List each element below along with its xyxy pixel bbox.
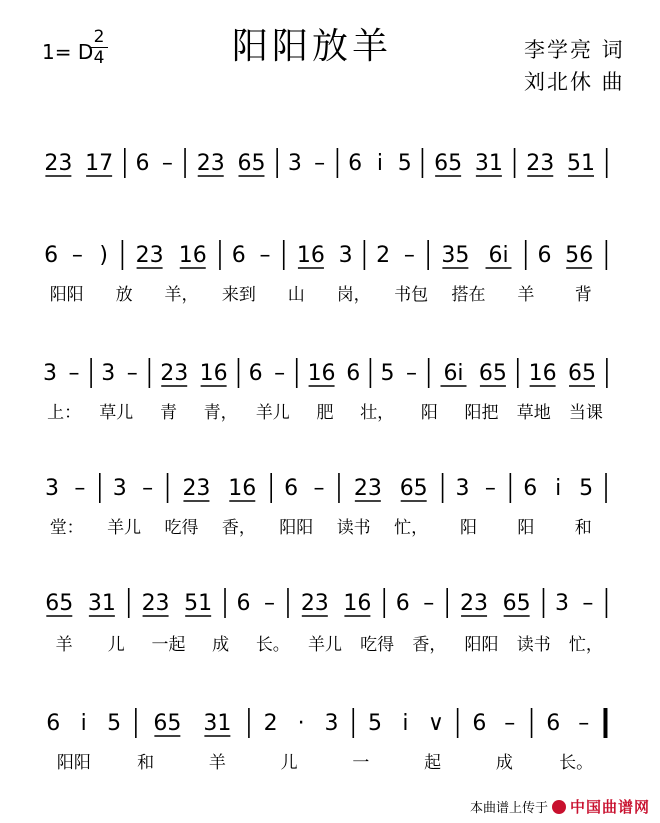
note: 6 bbox=[537, 243, 552, 268]
lyricist-credit: 李学亮 词 bbox=[524, 38, 625, 62]
note: – bbox=[403, 243, 415, 268]
note: 23 bbox=[141, 591, 170, 616]
lyric: 长。 bbox=[255, 635, 290, 655]
score-line bbox=[43, 358, 607, 388]
note: 31 bbox=[474, 151, 503, 176]
note: i bbox=[555, 476, 562, 501]
note: · bbox=[297, 711, 305, 736]
note: 6 bbox=[248, 361, 263, 386]
lyric: 阳 bbox=[420, 403, 438, 423]
note: 2 bbox=[263, 711, 278, 736]
lyric: 长。 bbox=[559, 753, 594, 773]
note: 6 bbox=[395, 591, 410, 616]
note: 6 bbox=[46, 711, 61, 736]
lyric: 阳阳 bbox=[464, 635, 499, 655]
lyric: 羊儿 bbox=[107, 518, 142, 538]
lyric-line bbox=[50, 518, 592, 538]
note: – bbox=[582, 591, 594, 616]
note: 56 bbox=[565, 243, 594, 268]
note: – bbox=[313, 476, 325, 501]
lyric: 忙， bbox=[568, 635, 603, 655]
note: 23 bbox=[460, 591, 489, 616]
score-line bbox=[44, 240, 606, 270]
lyric: 阳阳 bbox=[279, 518, 314, 538]
note: 6i bbox=[488, 243, 509, 268]
note: – bbox=[142, 476, 154, 501]
note: – bbox=[578, 711, 590, 736]
note: 65 bbox=[568, 361, 597, 386]
score-line bbox=[45, 588, 606, 618]
lyric: 青 bbox=[159, 403, 177, 423]
lyric: 草地 bbox=[516, 403, 551, 423]
note: 5 bbox=[368, 711, 383, 736]
lyric: 儿 bbox=[107, 635, 125, 655]
note: – bbox=[126, 361, 138, 386]
note: 3 bbox=[324, 711, 339, 736]
lyric: 羊 bbox=[517, 285, 535, 305]
lyric: 忙， bbox=[394, 518, 429, 538]
note: 65 bbox=[478, 361, 507, 386]
note: i bbox=[376, 151, 383, 176]
lyric-line bbox=[50, 285, 592, 305]
note: – bbox=[423, 591, 435, 616]
lyric-line bbox=[57, 753, 593, 773]
lyric: 肥 bbox=[316, 403, 334, 423]
note: 23 bbox=[160, 361, 189, 386]
lyric: 阳阳 bbox=[56, 753, 91, 773]
note: 23 bbox=[300, 591, 329, 616]
lyric: 上： bbox=[47, 403, 82, 423]
note: 65 bbox=[45, 591, 74, 616]
note: – bbox=[259, 243, 271, 268]
note: 23 bbox=[526, 151, 555, 176]
note: 3 bbox=[44, 476, 59, 501]
lyric: 一 bbox=[352, 753, 370, 773]
note: 6i bbox=[443, 361, 464, 386]
note: 6 bbox=[348, 151, 363, 176]
note: 2 bbox=[376, 243, 391, 268]
lyric: 羊儿 bbox=[255, 403, 290, 423]
note: 23 bbox=[182, 476, 211, 501]
time-signature-bottom: 4 bbox=[93, 48, 105, 68]
note: – bbox=[274, 361, 286, 386]
lyric: 壮， bbox=[360, 403, 395, 423]
note: – bbox=[484, 476, 496, 501]
note: 6 bbox=[236, 591, 251, 616]
lyric: 成 bbox=[495, 753, 513, 773]
note: ∨ bbox=[427, 711, 444, 736]
note: 3 bbox=[42, 361, 57, 386]
lyric-line bbox=[56, 635, 603, 655]
note: – bbox=[68, 361, 80, 386]
lyric: 羊 bbox=[208, 753, 226, 773]
note: 3 bbox=[101, 361, 116, 386]
note: ) bbox=[99, 243, 108, 268]
lyric: 香， bbox=[412, 635, 447, 655]
lyric: 阳 bbox=[460, 518, 477, 538]
song-title: 阳阳放羊 bbox=[232, 26, 393, 67]
note: 6 bbox=[546, 711, 561, 736]
note: 65 bbox=[153, 711, 182, 736]
lyric: 阳把 bbox=[464, 403, 499, 423]
footer-text: 本曲谱上传于 bbox=[469, 801, 548, 816]
note: 16 bbox=[296, 243, 325, 268]
site-logo: 中国曲谱网 bbox=[569, 798, 650, 816]
note: 16 bbox=[178, 243, 207, 268]
note: 17 bbox=[85, 151, 114, 176]
lyric: 成 bbox=[212, 635, 230, 655]
note: 23 bbox=[196, 151, 225, 176]
lyric: 青， bbox=[203, 403, 238, 423]
score-line bbox=[44, 148, 606, 178]
score-line bbox=[45, 473, 606, 503]
note: 3 bbox=[338, 243, 353, 268]
note: 65 bbox=[502, 591, 531, 616]
note: – bbox=[263, 591, 275, 616]
note: 3 bbox=[287, 151, 302, 176]
note: – bbox=[71, 243, 83, 268]
note: 6 bbox=[523, 476, 538, 501]
lyric: 读书 bbox=[336, 518, 371, 538]
note: 3 bbox=[555, 591, 570, 616]
lyric: 山 bbox=[287, 285, 305, 305]
note: 6 bbox=[284, 476, 299, 501]
note: 6 bbox=[44, 243, 59, 268]
note: 3 bbox=[455, 476, 470, 501]
lyric: 吃得 bbox=[164, 518, 199, 538]
composer-credit: 刘北休 曲 bbox=[524, 70, 625, 94]
lyric: 儿 bbox=[280, 753, 298, 773]
note: 35 bbox=[441, 243, 470, 268]
score-line bbox=[46, 708, 605, 738]
footer bbox=[470, 796, 650, 817]
note: 23 bbox=[135, 243, 164, 268]
note: 5 bbox=[107, 711, 122, 736]
lyric: 搭在 bbox=[451, 285, 486, 305]
lyric: 背 bbox=[574, 285, 592, 305]
note: 31 bbox=[87, 591, 116, 616]
lyric: 羊儿 bbox=[308, 635, 342, 655]
note: 65 bbox=[237, 151, 266, 176]
note: 23 bbox=[353, 476, 382, 501]
note: 16 bbox=[199, 361, 228, 386]
note: 51 bbox=[566, 151, 595, 176]
lyric: 书包 bbox=[394, 285, 429, 305]
note: i bbox=[402, 711, 409, 736]
note: 5 bbox=[397, 151, 412, 176]
lyric: 羊 bbox=[55, 635, 73, 655]
note: 5 bbox=[380, 361, 395, 386]
lyric: 当课 bbox=[568, 403, 603, 423]
lyric: 阳阳 bbox=[49, 285, 84, 305]
lyric: 来到 bbox=[221, 285, 256, 305]
note: – bbox=[314, 151, 326, 176]
site-logo-icon bbox=[552, 800, 566, 814]
lyric: 起 bbox=[424, 753, 442, 773]
note: 16 bbox=[228, 476, 257, 501]
note: 3 bbox=[112, 476, 127, 501]
lyric-line bbox=[47, 403, 603, 423]
lyric: 吃得 bbox=[360, 635, 395, 655]
lyric: 阳 bbox=[517, 518, 535, 538]
note: 6 bbox=[472, 711, 487, 736]
lyric: 和 bbox=[574, 518, 592, 538]
note: 31 bbox=[203, 711, 232, 736]
lyric: 堂： bbox=[49, 518, 84, 538]
note: – bbox=[406, 361, 418, 386]
note: 6 bbox=[231, 243, 246, 268]
note: 23 bbox=[44, 151, 73, 176]
lyric: 读书 bbox=[516, 635, 551, 655]
lyric: 放 bbox=[115, 285, 133, 305]
note: – bbox=[161, 151, 173, 176]
note: 65 bbox=[399, 476, 428, 501]
note: 16 bbox=[343, 591, 372, 616]
lyric: 香， bbox=[221, 518, 256, 538]
time-signature-top: 2 bbox=[93, 27, 105, 47]
note: – bbox=[74, 476, 86, 501]
lyric: 羊， bbox=[164, 285, 199, 305]
note: – bbox=[504, 711, 516, 736]
lyric: 草儿 bbox=[99, 403, 134, 423]
note: 16 bbox=[307, 361, 336, 386]
lyric: 和 bbox=[137, 753, 155, 773]
note: i bbox=[80, 711, 87, 736]
note: 6 bbox=[346, 361, 361, 386]
lyric: 一起 bbox=[151, 635, 186, 655]
note: 5 bbox=[579, 476, 594, 501]
lyric: 岗， bbox=[336, 285, 371, 305]
note: 51 bbox=[184, 591, 213, 616]
note: 16 bbox=[528, 361, 557, 386]
key-signature: 1= D bbox=[42, 40, 94, 64]
note: 6 bbox=[135, 151, 150, 176]
note: 65 bbox=[434, 151, 463, 176]
